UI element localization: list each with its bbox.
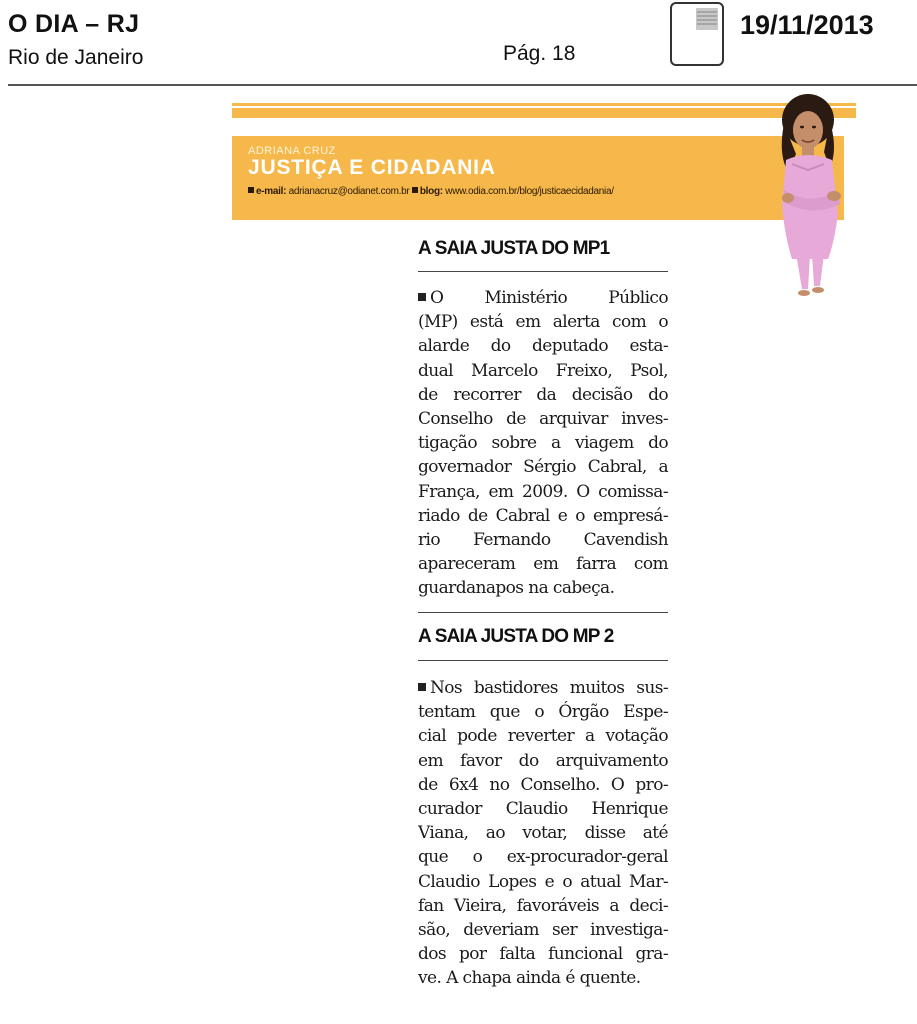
blog-link[interactable]: www.odia.com.br/blog/justicaecidadania/ bbox=[445, 186, 614, 197]
article-1-line: apareceram em farra com bbox=[418, 554, 668, 575]
article-2-line: em favor do arquivamento bbox=[418, 750, 668, 771]
article-1-line: (MP) está em alerta com o bbox=[418, 312, 668, 333]
column-author: ADRIANA CRUZ bbox=[248, 145, 336, 157]
bullet-icon bbox=[418, 293, 426, 301]
blog-label: blog: bbox=[419, 186, 443, 197]
article-2-line: de 6x4 no Conselho. O pro- bbox=[418, 774, 668, 795]
article-1-line: riado de Cabral e o empresá- bbox=[418, 505, 668, 526]
header-divider bbox=[8, 84, 917, 86]
article-1-line: dual Marcelo Freixo, Psol, bbox=[418, 360, 668, 381]
article-2-headline: A SAIA JUSTA DO MP 2 bbox=[418, 626, 614, 647]
email-link[interactable]: adrianacruz@odianet.com.br bbox=[288, 186, 410, 197]
article-1-line: O Ministério Público bbox=[418, 286, 668, 310]
columnist-photo bbox=[772, 94, 858, 299]
article-1-body bbox=[418, 286, 668, 601]
article-2-line: são, deveriam ser investiga- bbox=[418, 920, 668, 941]
bullet-icon bbox=[418, 683, 426, 691]
article-1-headline: A SAIA JUSTA DO MP1 bbox=[418, 238, 610, 259]
column-contact bbox=[248, 186, 614, 197]
banner-strip bbox=[232, 108, 856, 118]
article-2-line: cial pode reverter a votação bbox=[418, 726, 668, 747]
newspaper-name: O DIA – RJ bbox=[8, 10, 140, 38]
article-2-body bbox=[418, 676, 668, 991]
article-2-line: tentam que o Órgão Espe- bbox=[418, 702, 668, 723]
article-2-line: fan Vieira, favoráveis a deci- bbox=[418, 895, 668, 916]
page-number: Pág. 18 bbox=[503, 42, 576, 65]
article-divider bbox=[418, 612, 668, 613]
article-2-line: Nos bastidores muitos sus- bbox=[418, 676, 668, 700]
email-label: e-mail: bbox=[256, 186, 287, 197]
document-icon bbox=[670, 2, 724, 66]
article-2-line: ve. A chapa ainda é quente. bbox=[418, 968, 641, 989]
article-1-line: de recorrer da decisão do bbox=[418, 384, 668, 405]
banner-top-strip bbox=[232, 103, 856, 106]
article-2-line: Claudio Lopes e o atual Mar- bbox=[418, 871, 668, 892]
article-1-line: guardanapos na cabeça. bbox=[418, 578, 615, 599]
article-1-line: França, em 2009. O comissa- bbox=[418, 481, 668, 502]
article-1-line: alarde do deputado esta- bbox=[418, 336, 668, 357]
column-title: JUSTIÇA E CIDADANIA bbox=[248, 156, 496, 179]
article-1-rule bbox=[418, 271, 668, 272]
publication-date: 19/11/2013 bbox=[740, 10, 874, 40]
article-2-line: Viana, ao votar, disse até bbox=[418, 823, 668, 844]
city-label: Rio de Janeiro bbox=[8, 46, 144, 69]
article-2-line: que o ex-procurador-geral bbox=[418, 847, 668, 868]
bullet-icon bbox=[248, 187, 254, 193]
bullet-icon bbox=[412, 187, 418, 193]
article-2-rule bbox=[418, 660, 668, 661]
article-1-line: tigação sobre a viagem do bbox=[418, 433, 668, 454]
article-2-line: dos por falta funcional gra- bbox=[418, 944, 668, 965]
article-1-line: Conselho de arquivar inves- bbox=[418, 409, 668, 430]
article-1-line: governador Sérgio Cabral, a bbox=[418, 457, 668, 478]
article-1-line: rio Fernando Cavendish bbox=[418, 530, 668, 551]
article-2-line: curador Claudio Henrique bbox=[418, 799, 668, 820]
